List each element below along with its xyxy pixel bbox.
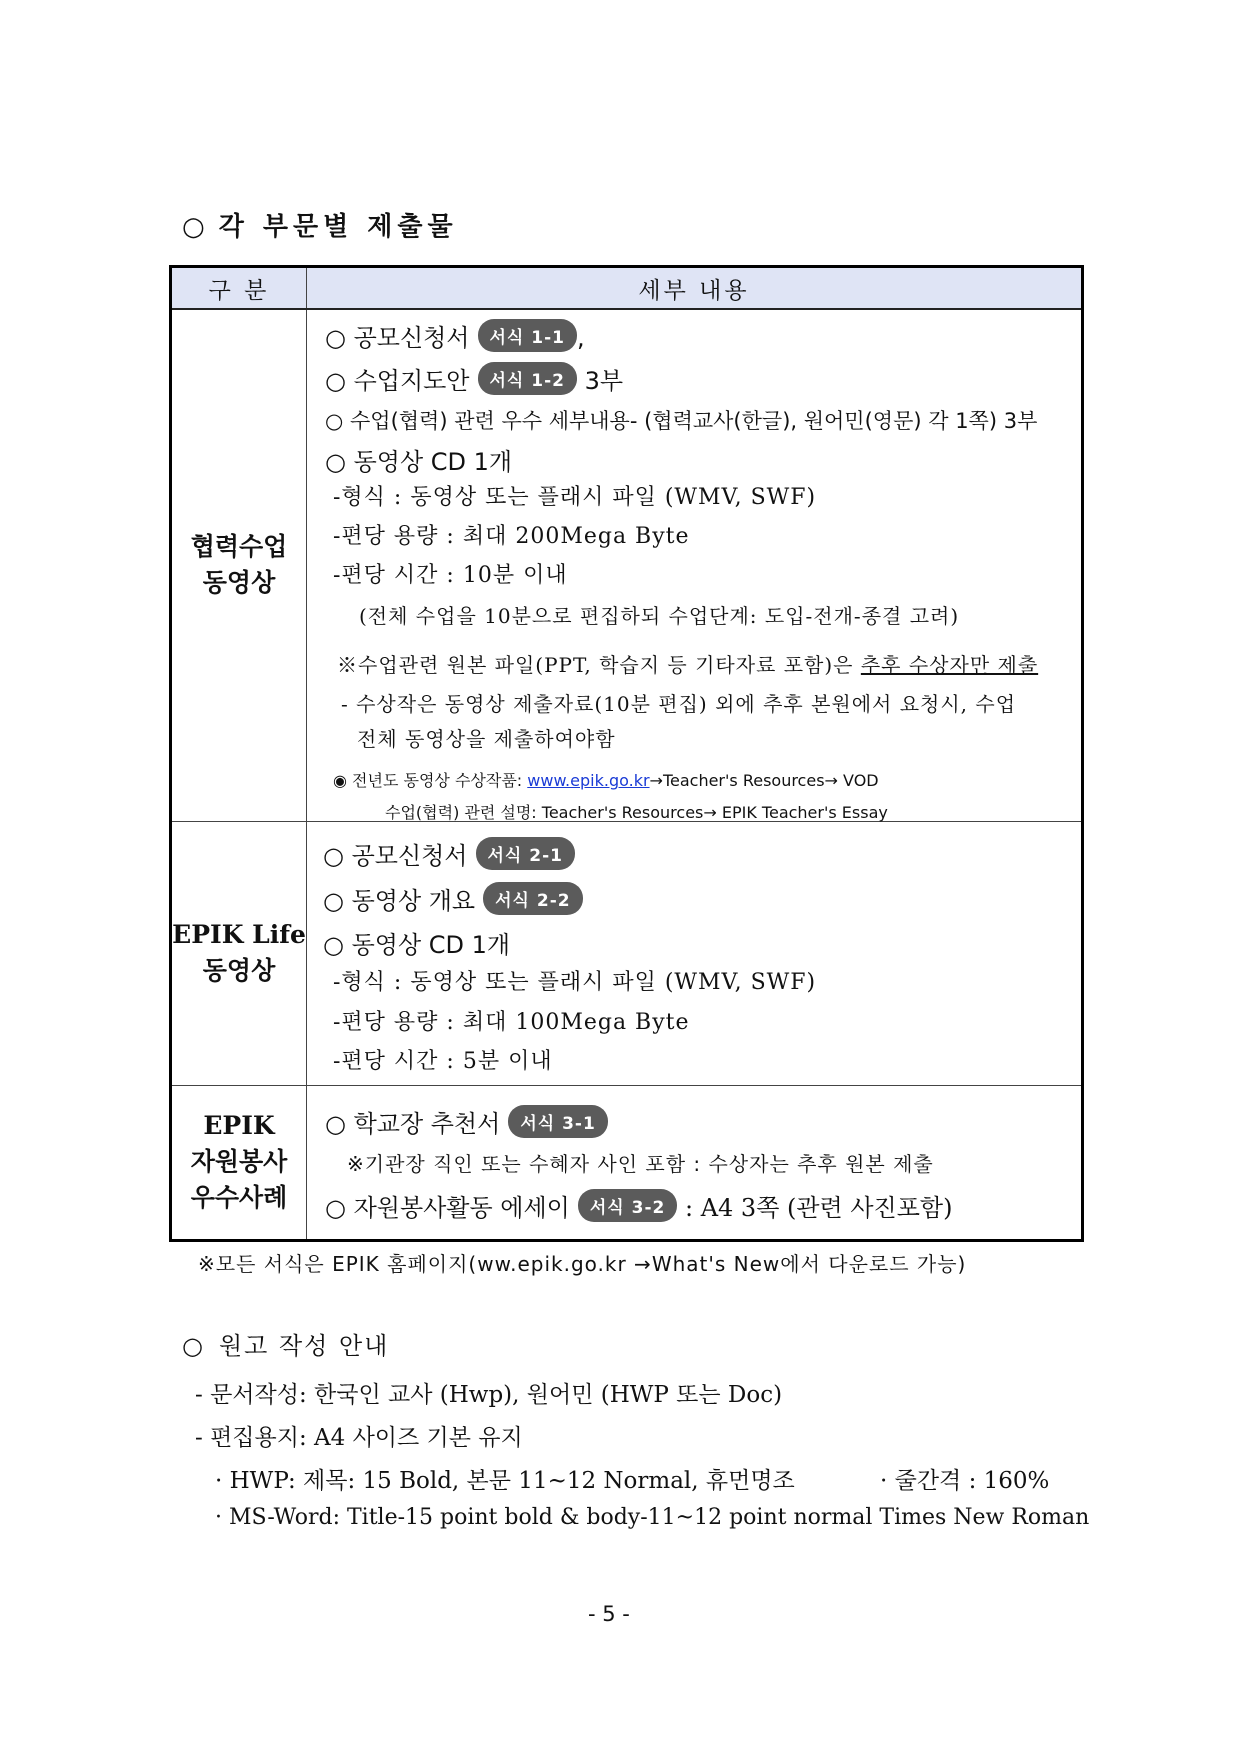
list-item: ○ 동영상 개요 서식 2-2 <box>323 881 583 916</box>
spec-line: -편당 시간 : 5분 이내 <box>333 1048 553 1074</box>
section-heading-text: 각 부문별 제출물 <box>218 212 458 242</box>
guide-line: - 문서작성: 한국인 교사 (Hwp), 원어민 (HWP 또는 Doc) <box>195 1382 783 1408</box>
spec-line: (전체 수업을 10분으로 편집하되 수업단계: 도입-전개-종결 고려) <box>359 604 960 628</box>
reference-line: 수업(협력) 관련 설명: Teacher's Resources→ EPIK Teacher's Essay <box>385 803 888 822</box>
table-row <box>171 309 1083 821</box>
form-badge: 서식 3-1 <box>508 1105 607 1138</box>
guide-line: · MS-Word: Title-15 point bold & body-11~12 point normal Times New Roman <box>215 1505 1090 1530</box>
section-heading-writing-guide: ○ 원고 작성 안내 <box>182 1332 390 1360</box>
row-details <box>307 1085 1083 1240</box>
spec-line: -형식 : 동영상 또는 플래시 파일 (WMV, SWF) <box>333 485 817 510</box>
spec-line: -편당 시간 : 10분 이내 <box>333 563 568 588</box>
note-line: ※수업관련 원본 파일(PPT, 학습지 등 기타자료 포함)은 추후 수상자만 제출 <box>337 653 1039 677</box>
table-row <box>171 821 1083 1085</box>
note-line: ※기관장 직인 또는 수혜자 사인 포함 : 수상자는 추후 원본 제출 <box>347 1151 934 1176</box>
header-category: 구 분 <box>171 267 307 310</box>
list-item: ○ 동영상 CD 1개 <box>323 930 511 959</box>
forms-footnote: ※모든 서식은 EPIK 홈페이지(ww.epik.go.kr →What's New에서 다운로드 가능) <box>198 1252 967 1276</box>
form-badge: 서식 2-2 <box>483 882 582 915</box>
underlined-note: 추후 수상자만 제출 <box>860 653 1039 677</box>
reference-line: ◉ 전년도 동영상 수상작품: www.epik.go.kr→Teacher's Resources→ VOD <box>333 771 879 790</box>
row-label-cooperative-video: 협력수업 동영상 <box>171 309 307 821</box>
form-badge: 서식 2-1 <box>476 837 575 870</box>
list-item: ○ 학교장 추천서 서식 3-1 <box>325 1104 608 1139</box>
guide-line: · 줄간격 : 160% <box>880 1468 1050 1494</box>
list-item: ○ 동영상 CD 1개 <box>325 448 513 476</box>
row-details <box>307 309 1083 821</box>
epik-website-link[interactable]: www.epik.go.kr <box>527 771 650 790</box>
spec-line: -형식 : 동영상 또는 플래시 파일 (WMV, SWF) <box>333 969 817 995</box>
list-item: ○ 공모신청서 서식 1-1 , <box>325 318 585 353</box>
row-label-volunteer-case: EPIK 자원봉사 우수사례 <box>171 1085 307 1240</box>
spec-line: -편당 용량 : 최대 100Mega Byte <box>333 1009 690 1035</box>
form-badge: 서식 3-2 <box>578 1189 677 1222</box>
spec-line: -편당 용량 : 최대 200Mega Byte <box>333 524 690 549</box>
table-row <box>171 1085 1083 1240</box>
list-item: ○ 수업지도안 서식 1-2 3부 <box>325 361 623 396</box>
list-item: ○ 공모신청서 서식 2-1 <box>323 836 575 871</box>
guide-line: · HWP: 제목: 15 Bold, 본문 11~12 Normal, 휴먼명조 <box>215 1468 795 1494</box>
row-label-epik-life-video: EPIK Life 동영상 <box>171 821 307 1085</box>
page-number: - 5 - <box>588 1602 630 1626</box>
form-badge: 서식 1-2 <box>478 362 577 395</box>
table-header-row <box>171 267 1083 310</box>
row-details <box>307 821 1083 1085</box>
submissions-table <box>169 265 1084 1242</box>
list-item: ○ 수업(협력) 관련 우수 세부내용- (협력교사(한글), 원어민(영문) 각 1쪽) 3부 <box>325 409 1038 433</box>
note-line: - 수상작은 동영상 제출자료(10분 편집) 외에 추후 본원에서 요청시, 수업 <box>341 692 1017 716</box>
form-badge: 서식 1-1 <box>478 319 577 352</box>
guide-line: - 편집용지: A4 사이즈 기본 유지 <box>195 1425 523 1451</box>
note-line: 전체 동영상을 제출하여야함 <box>357 727 616 751</box>
section-heading-submissions: ○ 각 부문별 제출물 <box>182 212 458 242</box>
list-item: ○ 자원봉사활동 에세이 서식 3-2 : A4 3쪽 (관련 사진포함) <box>325 1188 952 1223</box>
header-details: 세부 내용 <box>307 267 1083 310</box>
